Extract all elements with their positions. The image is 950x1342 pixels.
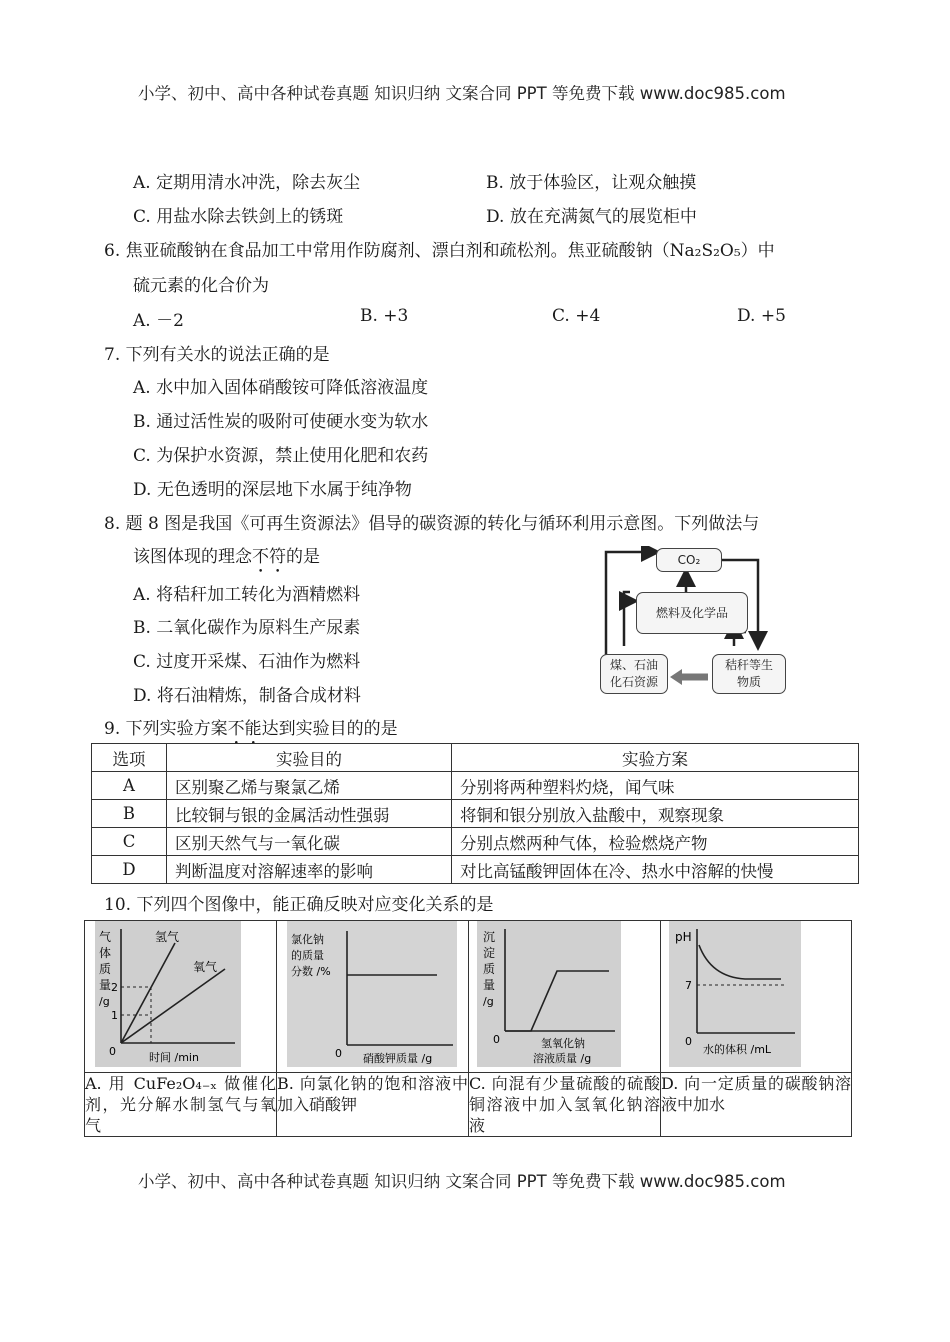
graph-c-origin: 0 bbox=[493, 1033, 500, 1046]
caption-b: B. 向氯化钠的饱和溶液中加入硝酸钾 bbox=[277, 1073, 469, 1137]
q8-option-b: B. 二氧化碳作为原料生产尿素 bbox=[133, 618, 361, 638]
graph-a-ylabel-1: 气 bbox=[99, 930, 112, 944]
q5-option-d: D. 放在充满氮气的展览柜中 bbox=[486, 207, 697, 227]
graph-b-ylabel-2: 的质量 bbox=[291, 949, 324, 962]
q8-stem-line1: 8. 题 8 图是我国《可再生资源法》倡导的碳资源的转化与循环利用示意图。下列做法与 bbox=[104, 514, 760, 534]
q6-option-a: A. －2 bbox=[133, 311, 184, 331]
graph-c-xlabel-1: 氢氧化钠 bbox=[541, 1037, 585, 1050]
co2-box: CO₂ bbox=[656, 548, 722, 572]
q6-option-d: D. +5 bbox=[737, 306, 786, 326]
row-option: B bbox=[92, 800, 167, 828]
header-plan: 实验方案 bbox=[452, 744, 859, 772]
graph-a-ylabel-2: 体 bbox=[99, 946, 112, 960]
caption-d: D. 向一定质量的碳酸钠溶液中加水 bbox=[661, 1073, 852, 1137]
q9-table bbox=[91, 743, 859, 884]
graph-b-ylabel-3: 分数 /% bbox=[291, 965, 331, 978]
fuel-chemicals-box: 燃料及化学品 bbox=[636, 592, 748, 634]
q7-option-d: D. 无色透明的深层地下水属于纯净物 bbox=[133, 480, 412, 500]
straw-line1: 秸秆等生 bbox=[724, 658, 773, 672]
q7-option-a: A. 水中加入固体硝酸铵可降低溶液温度 bbox=[133, 378, 429, 398]
graph-d-xlabel: 水的体积 /mL bbox=[703, 1043, 772, 1056]
q8-option-d: D. 将石油精炼，制备合成材料 bbox=[133, 686, 361, 706]
q8-option-c: C. 过度开采煤、石油作为燃料 bbox=[133, 652, 361, 672]
graph-d-cell bbox=[661, 921, 852, 1073]
q9-stem-pre: 9. 下列实验方案 bbox=[104, 719, 228, 739]
graph-b-ylabel-1: 氯化钠 bbox=[291, 933, 324, 946]
row-purpose: 区别聚乙烯与聚氯乙烯 bbox=[167, 772, 452, 800]
q5-option-a: A. 定期用清水冲洗，除去灰尘 bbox=[133, 173, 361, 193]
arrow-straw-loop bbox=[734, 632, 746, 646]
table-row bbox=[92, 800, 859, 828]
graph-b-origin: 0 bbox=[335, 1047, 342, 1060]
straw-biomass-box bbox=[712, 654, 786, 694]
q10-graph-row bbox=[85, 921, 852, 1073]
graph-c bbox=[469, 921, 659, 1067]
graph-b bbox=[277, 921, 467, 1067]
row-plan: 对比高锰酸钾固体在冷、热水中溶解的快慢 bbox=[452, 856, 859, 884]
graph-a-tick-2: 2 bbox=[111, 981, 118, 994]
row-plan: 将铜和银分别放入盐酸中，观察现象 bbox=[452, 800, 859, 828]
graph-b-cell bbox=[277, 921, 469, 1073]
row-purpose: 判断温度对溶解速率的影响 bbox=[167, 856, 452, 884]
graph-d bbox=[661, 921, 851, 1067]
fossil-line2: 化石资源 bbox=[609, 675, 658, 689]
graph-c-ylabel-5: /g bbox=[483, 995, 494, 1008]
graph-c-xlabel-2: 溶液质量 /g bbox=[533, 1052, 592, 1065]
row-option: D bbox=[92, 856, 167, 884]
header-purpose: 实验目的 bbox=[167, 744, 452, 772]
graph-d-origin: 0 bbox=[685, 1035, 692, 1048]
q8-stem-emphasis: 不符 bbox=[252, 547, 286, 567]
q7-stem: 7. 下列有关水的说法正确的是 bbox=[104, 345, 330, 365]
caption-a: A. 用 CuFe₂O₄₋ₓ 做催化剂，光分解水制氢气与氧气 bbox=[85, 1074, 276, 1135]
graph-d-ylabel: pH bbox=[675, 930, 692, 944]
q10-table bbox=[84, 920, 852, 1137]
graph-a-xlabel: 时间 /min bbox=[149, 1051, 199, 1064]
q9-stem-post: 达到实验目的的是 bbox=[261, 719, 398, 739]
page-header: 小学、初中、高中各种试卷真题 知识归纳 文案合同 PPT 等免费下载 www.doc985.com bbox=[138, 84, 786, 103]
fossil-resource-box bbox=[600, 654, 668, 694]
graph-c-cell bbox=[469, 921, 661, 1073]
q7-option-c: C. 为保护水资源，禁止使用化肥和农药 bbox=[133, 446, 429, 466]
graph-d-tick-7: 7 bbox=[685, 979, 692, 992]
graph-a bbox=[85, 921, 275, 1067]
q10-caption-row bbox=[85, 1073, 852, 1137]
graph-c-ylabel-4: 量 bbox=[483, 978, 496, 992]
graph-a-ylabel-5: /g bbox=[99, 995, 110, 1008]
row-plan: 分别点燃两种气体，检验燃烧产物 bbox=[452, 828, 859, 856]
graph-a-ylabel-3: 质 bbox=[99, 962, 112, 976]
graph-b-xlabel: 硝酸钾质量 /g bbox=[363, 1052, 433, 1065]
q8-stem-post: 的是 bbox=[286, 547, 320, 567]
graph-a-origin: 0 bbox=[109, 1045, 116, 1058]
table-header-row bbox=[92, 744, 859, 772]
graph-a-label-hydrogen: 氢气 bbox=[155, 930, 180, 944]
row-option: A bbox=[92, 772, 167, 800]
arrow-straw-to-fossil-head bbox=[670, 669, 682, 685]
q8-option-a: A. 将秸秆加工转化为酒精燃料 bbox=[133, 585, 361, 605]
row-purpose: 区别天然气与一氧化碳 bbox=[167, 828, 452, 856]
graph-c-ylabel-3: 质 bbox=[483, 962, 496, 976]
q6-option-b: B. +3 bbox=[360, 306, 409, 326]
q7-option-b: B. 通过活性炭的吸附可使硬水变为软水 bbox=[133, 412, 429, 432]
graph-a-cell bbox=[85, 921, 277, 1073]
table-row bbox=[92, 772, 859, 800]
table-row bbox=[92, 828, 859, 856]
graph-a-ylabel-4: 量 bbox=[99, 978, 112, 992]
q5-option-c: C. 用盐水除去铁剑上的锈斑 bbox=[133, 207, 344, 227]
q9-stem-emphasis: 不能 bbox=[227, 719, 262, 739]
q6-stem-line2: 硫元素的化合价为 bbox=[133, 276, 269, 296]
row-plan: 分别将两种塑料灼烧，闻气味 bbox=[452, 772, 859, 800]
page-footer: 小学、初中、高中各种试卷真题 知识归纳 文案合同 PPT 等免费下载 www.doc985.com bbox=[138, 1172, 786, 1191]
caption-c: C. 向混有少量硫酸的硫酸铜溶液中加入氢氧化钠溶液 bbox=[469, 1074, 660, 1135]
q8-stem-pre: 该图体现的理念 bbox=[133, 547, 252, 567]
q6-stem-line1: 6. 焦亚硫酸钠在食品加工中常用作防腐剂、漂白剂和疏松剂。焦亚硫酸钠（Na₂S₂O₅）中 bbox=[104, 241, 775, 261]
graph-c-ylabel-1: 沉 bbox=[483, 930, 496, 944]
q6-option-c: C. +4 bbox=[552, 306, 601, 326]
q5-option-b: B. 放于体验区，让观众触摸 bbox=[486, 173, 697, 193]
graph-c-ylabel-2: 淀 bbox=[483, 946, 496, 960]
graph-a-label-oxygen: 氧气 bbox=[193, 960, 218, 974]
header-option: 选项 bbox=[92, 744, 167, 772]
carbon-cycle-diagram bbox=[600, 546, 790, 698]
table-row bbox=[92, 856, 859, 884]
q10-stem: 10. 下列四个图像中，能正确反映对应变化关系的是 bbox=[104, 895, 494, 915]
row-purpose: 比较铜与银的金属活动性强弱 bbox=[167, 800, 452, 828]
row-option: C bbox=[92, 828, 167, 856]
fossil-line1: 煤、石油 bbox=[609, 658, 658, 672]
graph-a-tick-1: 1 bbox=[111, 1009, 118, 1022]
straw-line2: 物质 bbox=[736, 675, 761, 689]
q8-stem-line2 bbox=[133, 542, 320, 577]
